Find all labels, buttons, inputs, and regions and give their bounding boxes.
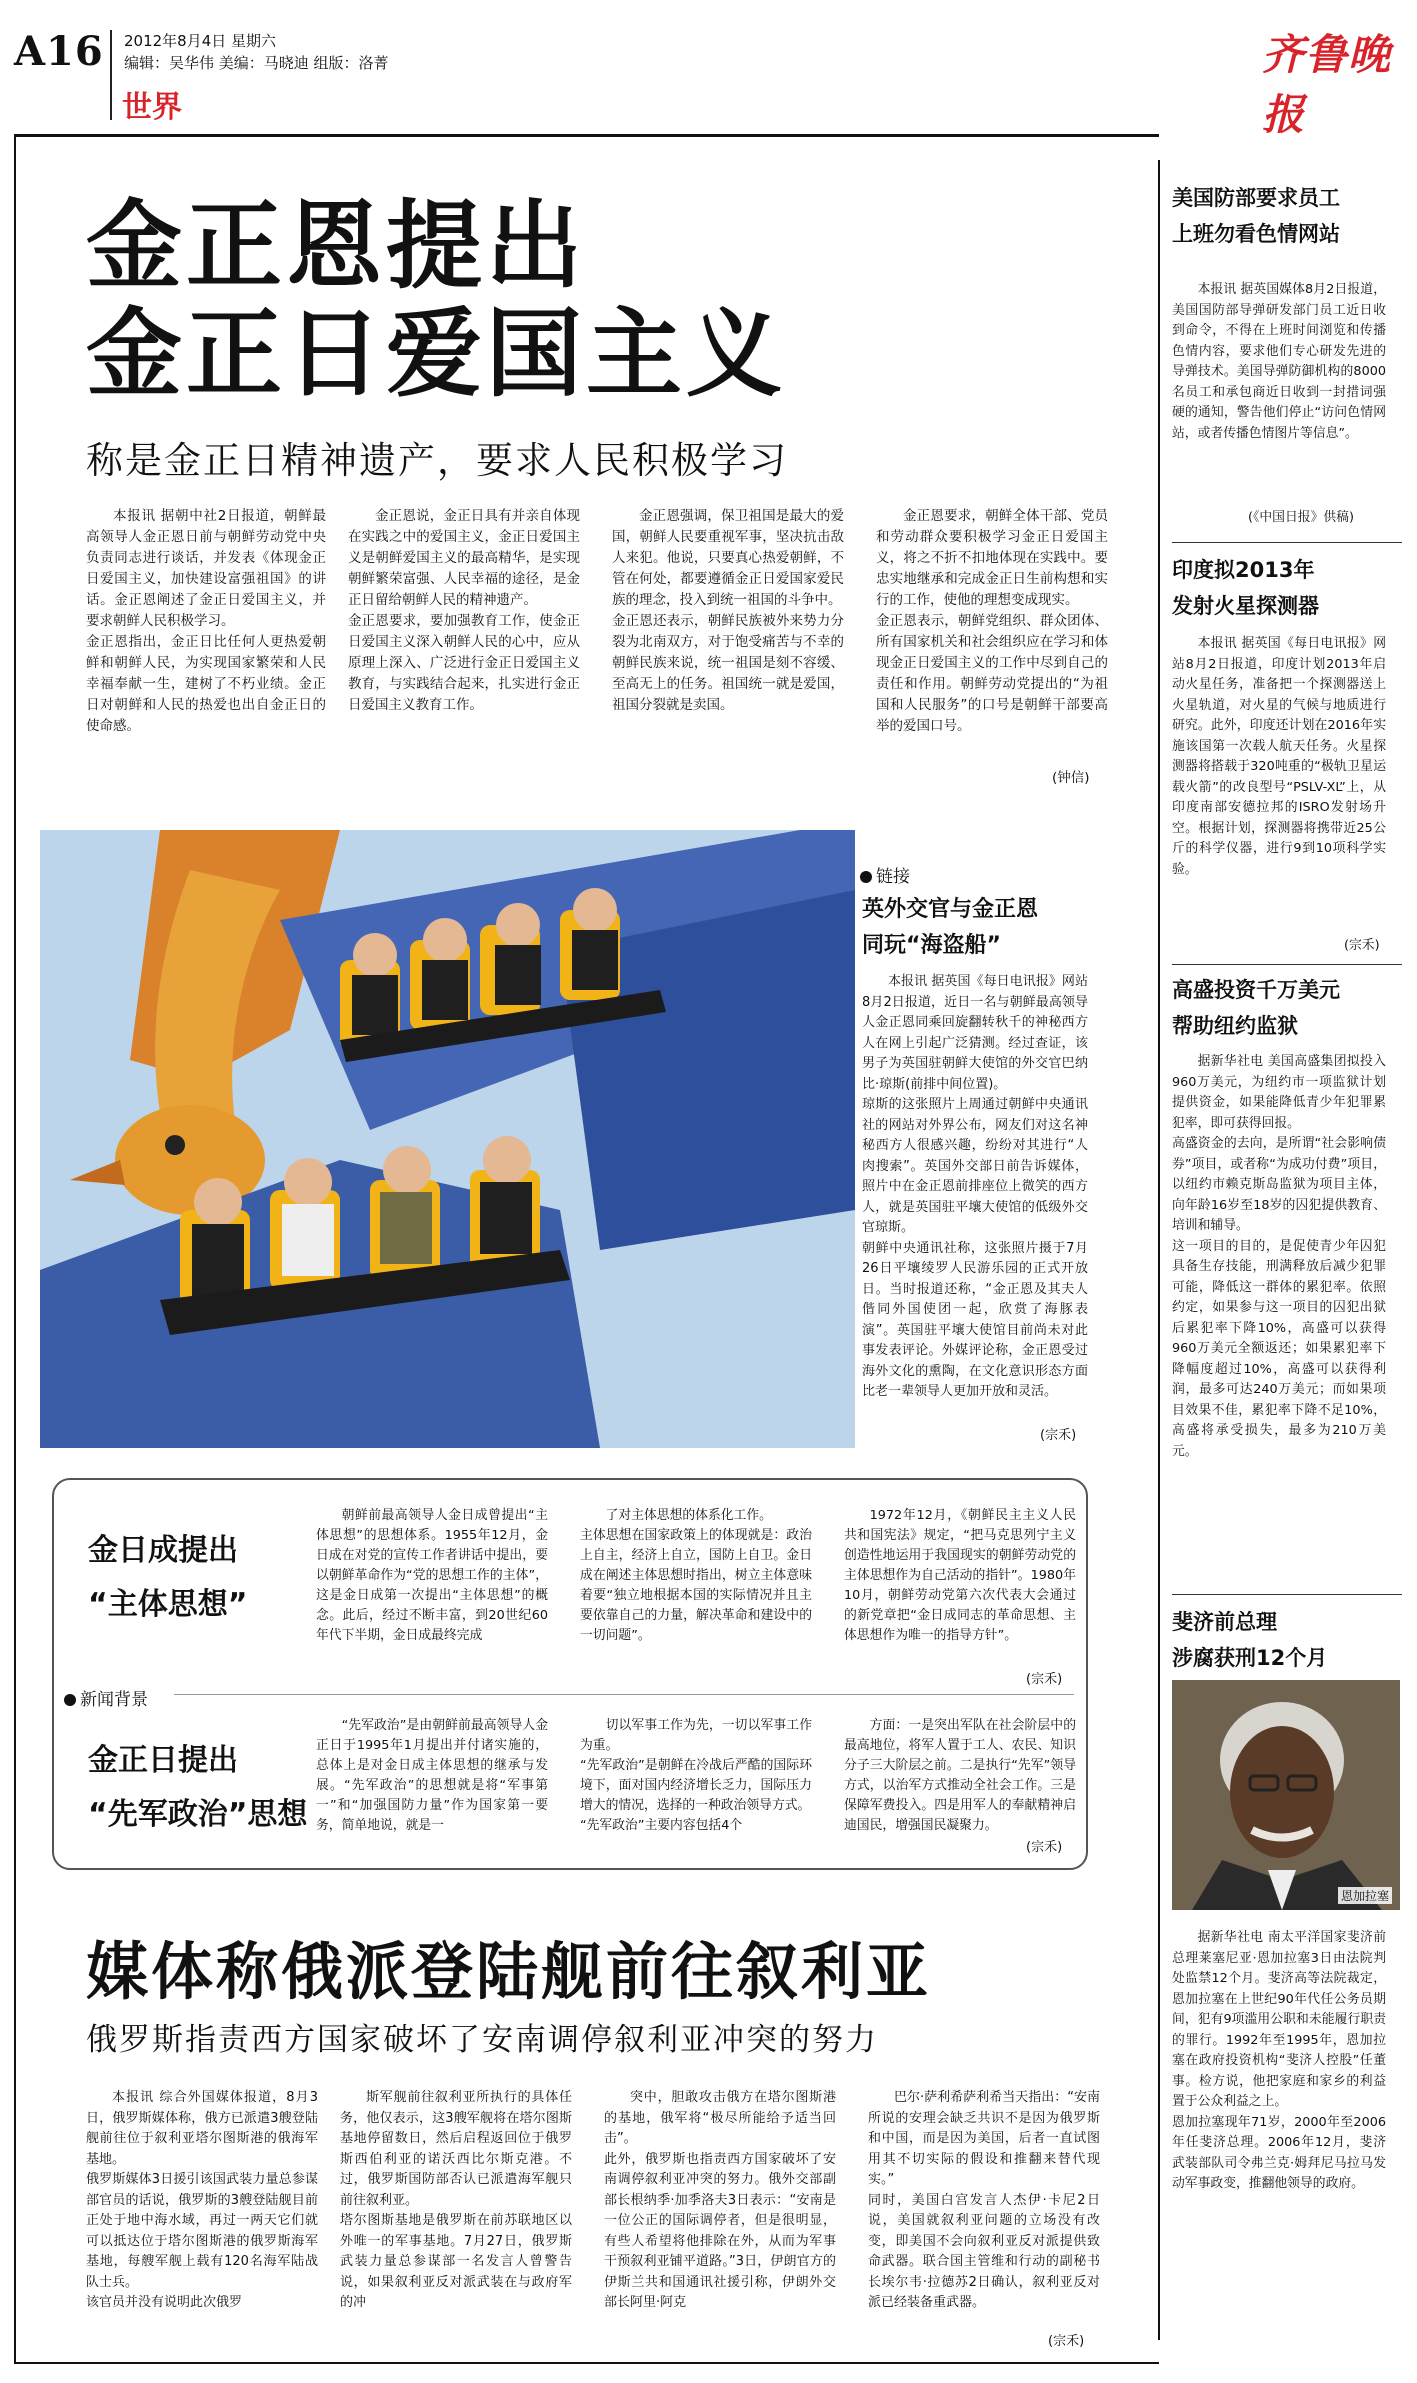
sidebar-item-3-title bbox=[1172, 972, 1340, 1044]
page-number: A16 bbox=[14, 28, 104, 75]
page-left-rule bbox=[14, 134, 16, 2364]
link-tag bbox=[860, 862, 910, 887]
sidebar-rule-2 bbox=[1172, 964, 1402, 965]
section-label: 世界 bbox=[122, 90, 182, 125]
box1-title-line2: “主体思想” bbox=[88, 1587, 248, 1622]
portrait-caption: 恩加拉塞 bbox=[1338, 1887, 1392, 1904]
box2-title-line2: “先军政治”思想 bbox=[88, 1797, 308, 1832]
lead-col-3: 金正恩强调，保卫祖国是最大的爱国，朝鲜人民要重视军事，坚决抗击敌人来犯。他说，只要真心热爱朝鲜，不管在何处，都要遵循金正日爱国家爱民族的理念，投入到统一祖国的斗争中。 金正恩还表示，朝鲜民族被外来势力分裂为北南双方，对于饱受痛苦与不幸的朝鲜民族来说，统一祖国是刻不容缓、至高无上的任务。祖国统一就是爱国，祖国分裂就是卖国。 bbox=[612, 508, 844, 713]
box1-col-1: 朝鲜前最高领导人金日成曾提出“主体思想”的思想体系。1955年12月，金日成在对党的宣传工作者讲话中提出，要以朝鲜革命作为“党的思想工作的主体”，这是金日成第一次提出“主体思想”的概念。此后，经过不断丰富，到20世纪60年代下半期，金日成最终完成 bbox=[316, 1508, 548, 1643]
box1-credit: (宗禾) bbox=[1026, 1672, 1063, 1687]
box1-title-line1: 金日成提出 bbox=[88, 1533, 238, 1568]
sidebar-item-1-title-line1: 美国防部要求员工 bbox=[1172, 186, 1340, 210]
box2-col-2: 切以军事工作为先，一切以军事工作为重。 “先军政治”是朝鲜在冷战后严酷的国际环境下，面对国内经济增长乏力，国际压力增大的情况，选择的一种政治领导方式。 “先军政治”主要内容包括4个 bbox=[580, 1718, 812, 1833]
sidebar-item-2-title-line2: 发射火星探测器 bbox=[1172, 594, 1319, 618]
ride-photo bbox=[40, 830, 855, 1448]
box1-col-3: 1972年12月，《朝鲜民主主义人民共和国宪法》规定，“把马克思列宁主义创造性地运用于我国现实的朝鲜劳动党的主体思想作为自己活动的指针”。1980年10月，朝鲜劳动党第六次代表大会通过的新党章把“金日成同志的革命思想、主体思想作为唯一的指导方针”。 bbox=[844, 1508, 1076, 1643]
sidebar-item-3-title-line1: 高盛投资千万美元 bbox=[1172, 978, 1340, 1002]
sidebar-item-2-title bbox=[1172, 552, 1319, 624]
date-line: 2012年8月4日 星期六 bbox=[124, 32, 277, 50]
link-body: 本报讯 据英国《每日电讯报》网站8月2日报道，近日一名与朝鲜最高领导人金正恩同乘回旋翻转秋千的神秘西方人在网上引起广泛猜测。经过查证，该男子为英国驻朝鲜大使馆的外交官巴纳比·琼斯(前排中间位置)。 琼斯的这张照片上周通过朝鲜中央通讯社的网站对外界公布，网友们对这名神秘西方人很感兴趣，纷纷对其进行“人肉搜索”。英国外交部日前告诉媒体，照片中在金正恩前排座位上微笑的西方人，就是英国驻平壤大使馆的低级外交官琼斯。 朝鲜中央通讯社称，这张照片摄于7月26日平壤绫罗人民游乐园的正式开放日。当时报道还称，“金正恩及其夫人偕同外国使团一起，欣赏了海豚表演”。英国驻平壤大使馆目前尚未对此事发表评论。外媒评论称，金正恩受过海外文化的熏陶，在文化意识形态方面比老一辈领导人更加开放和灵活。 bbox=[862, 974, 1088, 1399]
sidebar-item-1-body: 本报讯 据英国媒体8月2日报道，美国国防部导弹研发部门员工近日收到命令，不得在上班时间浏览和传播色情内容，要求他们专心研发先进的导弹技术。美国导弹防御机构的8000名员工和承包商近日收到一封措词强硬的通知，警告他们停止“访问色情网站，或者传播色情图片等信息”。 bbox=[1172, 282, 1386, 441]
paper-name-logo: 齐鲁晚报 bbox=[1262, 30, 1392, 139]
lead-subhead: 称是金正日精神遗产，要求人民积极学习 bbox=[86, 439, 788, 482]
sidebar bbox=[1168, 180, 1406, 2350]
link-title-line2: 同玩“海盗船” bbox=[862, 933, 1001, 958]
sidebar-rule-1 bbox=[1172, 542, 1402, 543]
masthead-divider bbox=[110, 30, 112, 120]
lead-headline-line2: 金正日爱国主义 bbox=[86, 298, 786, 410]
portrait-illustration bbox=[1172, 1680, 1400, 1910]
sidebar-item-4-title-line2: 涉腐获刑12个月 bbox=[1172, 1646, 1328, 1670]
sidebar-item-1-credit: (《中国日报》供稿) bbox=[1248, 510, 1354, 525]
page-bottom-rule bbox=[14, 2362, 1159, 2364]
link-story bbox=[860, 862, 1150, 1448]
second-col-2: 斯军舰前往叙利亚所执行的具体任务，他仅表示，这3艘军舰将在塔尔图斯基地停留数日，然后启程返回位于俄罗斯西伯利亚的诺沃西比尔斯克港。不过，俄罗斯国防部否认已派遣海军舰只前往叙利亚。 塔尔图斯基地是俄罗斯在前苏联地区以外唯一的军事基地。7月27日，俄罗斯武装力量总参谋部一名发言人曾警告说，如果叙利亚反对派武装在与政府军的冲 bbox=[340, 2090, 572, 2310]
box1-title bbox=[88, 1524, 247, 1632]
circle-bullet-icon bbox=[64, 1694, 76, 1706]
box2-title-line1: 金正日提出 bbox=[88, 1743, 238, 1778]
lead-headline-line1: 金正恩提出 bbox=[86, 190, 586, 302]
sidebar-item-2-title-line1: 印度拟2013年 bbox=[1172, 558, 1315, 582]
sidebar-item-4-body: 据新华社电 南太平洋国家斐济前总理莱塞尼亚·恩加拉塞3日由法院判处监禁12个月。斐济高等法院裁定，恩加拉塞在上世纪90年代任公务员期间，犯有9项滥用公职和未能履行职责的罪行。1992年至1995年，恩加拉塞在政府投资机构“斐济人控股”任董事。检方说，他把家庭和家乡的利益置于公众利益之上。 恩加拉塞现年71岁，2000年至2006年任斐济总理。2006年12月，斐济武装部队司令弗兰克·姆拜尼马拉马发动军事政变，推翻他领导的政府。 bbox=[1172, 1930, 1386, 2191]
ride-photo-illustration bbox=[40, 830, 855, 1448]
lead-col-1: 本报讯 据朝中社2日报道，朝鲜最高领导人金正恩日前与朝鲜劳动党中央负责同志进行谈话，并发表《体现金正日爱国主义，加快建设富强祖国》的讲话。金正恩阐述了金正日爱国主义，并要求朝鲜人民积极学习。 金正恩指出，金正日比任何人更热爱朝鲜和朝鲜人民，为实现国家繁荣和人民幸福奉献一生，建树了不朽业绩。金正日对朝鲜和人民的热爱也出自金正日的使命感。 bbox=[86, 508, 326, 734]
sidebar-rule-3 bbox=[1172, 1594, 1402, 1595]
second-col-4: 巴尔·萨利希萨利希当天指出：“安南所说的安理会缺乏共识不是因为俄罗斯和中国，而是因为美国，后者一直试图用其不切实际的假设和推翻来替代现实。” 同时，美国白宫发言人杰伊·卡尼2日说，美国就叙利亚问题的立场没有改变，即美国不会向叙利亚反对派提供致命武器。联合国主管维和行动的副秘书长埃尔韦·拉德苏2日确认，叙利亚反对派已经装备重武器。 bbox=[868, 2090, 1100, 2310]
lead-col-4: 金正恩要求，朝鲜全体干部、党员和劳动群众要积极学习金正日爱国主义，将之不折不扣地体现在实践中。要忠实地继承和完成金正日生前构想和实行的工作，使他的理想变成现实。 金正恩表示，朝鲜党组织、群众团体、所有国家机关和社会组织应在学习和体现金正日爱国主义的工作中尽到自己的责任和作用。朝鲜劳动党提出的“为祖国和人民服务”的口号是朝鲜干部要高举的爱国口号。 bbox=[876, 508, 1108, 734]
staff-line: 编辑：吴华伟 美编：马晓迪 组版：洛菁 bbox=[124, 54, 389, 72]
circle-bullet-icon bbox=[860, 871, 872, 883]
second-headline: 媒体称俄派登陆舰前往叙利亚 bbox=[86, 1935, 932, 2008]
portrait-photo bbox=[1172, 1680, 1400, 1910]
link-tag-label: 链接 bbox=[876, 867, 910, 887]
second-col-1: 本报讯 综合外国媒体报道，8月3日，俄罗斯媒体称，俄方已派遣3艘登陆舰前往位于叙利亚塔尔图斯港的俄海军基地。 俄罗斯媒体3日援引该国武装力量总参谋部官员的话说，俄罗斯的3艘登陆舰目前正处于地中海水域，再过一两天它们就可以抵达位于塔尔图斯港的俄罗斯海军基地，每艘军舰上载有120名海军陆战队士兵。 该官员并没有说明此次俄罗 bbox=[86, 2090, 318, 2310]
box1-col-2: 了对主体思想的体系化工作。 主体思想在国家政策上的体现就是：政治上自主，经济上自立，国防上自卫。金日成在阐述主体思想时指出，树立主体意味着要“独立地根据本国的实际情况并且主要依靠自己的力量，解决革命和建设中的一切问题”。 bbox=[580, 1508, 812, 1643]
box2-credit: (宗禾) bbox=[1026, 1840, 1063, 1855]
background-tag-label: 新闻背景 bbox=[80, 1690, 148, 1710]
link-credit: (宗禾) bbox=[1040, 1428, 1077, 1443]
box-inner-divider bbox=[174, 1694, 1074, 1695]
sidebar-item-4-title bbox=[1172, 1604, 1327, 1676]
sidebar-item-2-credit: (宗禾) bbox=[1344, 938, 1380, 953]
sidebar-divider bbox=[1158, 160, 1160, 2340]
background-box bbox=[52, 1478, 1088, 1870]
second-credit: (宗禾) bbox=[1048, 2334, 1085, 2349]
second-col-3: 突中，胆敢攻击俄方在塔尔图斯港的基地，俄军将“极尽所能给予适当回击”。 此外，俄罗斯也指责西方国家破坏了安南调停叙利亚冲突的努力。俄外交部副部长根纳季·加季洛夫3日表示：“安南是一位公正的国际调停者，但是很明显，有些人希望将他排除在外，从而为军事干预叙利亚铺平道路。”3日，伊朗官方的伊斯兰共和国通讯社援引称，伊朗外交部长阿里·阿克 bbox=[604, 2090, 836, 2310]
background-tag bbox=[64, 1685, 154, 1710]
page-top-rule bbox=[14, 134, 1159, 137]
box2-title bbox=[88, 1734, 307, 1842]
sidebar-item-1-title-line2: 上班勿看色情网站 bbox=[1172, 222, 1340, 246]
masthead bbox=[0, 0, 1417, 139]
link-title-line1: 英外交官与金正恩 bbox=[862, 897, 1039, 922]
sidebar-item-3-title-line2: 帮助纽约监狱 bbox=[1172, 1014, 1298, 1038]
sidebar-item-4-title-line1: 斐济前总理 bbox=[1172, 1610, 1277, 1634]
link-title bbox=[862, 892, 1038, 964]
box2-col-3: 方面：一是突出军队在社会阶层中的最高地位，将军人置于工人、农民、知识分子三大阶层之前。二是执行“先军”领导方式，以治军方式推动全社会工作。三是保障军费投入。四是用军人的奉献精神启迪国民，增强国民凝聚力。 bbox=[844, 1718, 1076, 1833]
lead-credit: (钟信) bbox=[1052, 770, 1090, 786]
sidebar-item-3-body: 据新华社电 美国高盛集团拟投入960万美元，为纽约市一项监狱计划提供资金，如果能降低青少年犯罪累犯率，即可获得回报。 高盛资金的去向，是所谓“社会影响债券”项目，或者称“为成功付费”项目，以纽约市赖克斯岛监狱为项目主体，向年龄16岁至18岁的囚犯提供教育、培训和辅导。 这一项目的目的，是促使青少年囚犯具备生存技能，刑满释放后减少犯罪可能，降低这一群体的累犯率。依照约定，如果参与这一项目的囚犯出狱后累犯率下降10%，高盛可以获得960万美元全额返还；如果累犯率下降幅度超过10%，高盛可以获得利润，最多可达240万美元；而如果项目效果不佳，累犯率下降不足10%，高盛将承受损失，最多为210万美元。 bbox=[1172, 1054, 1386, 1459]
lead-col-2: 金正恩说，金正日具有并亲自体现在实践之中的爱国主义，金正日爱国主义是朝鲜爱国主义的最高精华，是实现朝鲜繁荣富强、人民幸福的途径，是金正日留给朝鲜人民的精神遗产。 金正恩要求，要加强教育工作，使金正日爱国主义深入朝鲜人民的心中，应从原理上深入、广泛进行金正日爱国主义教育，与实践结合起来，扎实进行金正日爱国主义教育工作。 bbox=[348, 508, 580, 713]
sidebar-item-1-title bbox=[1172, 180, 1340, 252]
sidebar-item-2-body: 本报讯 据英国《每日电讯报》网站8月2日报道，印度计划2013年启动火星任务，准备把一个探测器送上火星轨道，对火星的气候与地质进行研究。此外，印度还计划在2016年实施该国第一次载人航天任务。火星探测器将搭载于320吨重的“极轨卫星运载火箭”的改良型号“PSLV-XL”上，从印度南部安德拉邦的ISRO发射场升空。根据计划，探测器将携带近25公斤的科学仪器，进行9到10项科学实验。 bbox=[1172, 636, 1386, 877]
second-subhead: 俄罗斯指责西方国家破坏了安南调停叙利亚冲突的努力 bbox=[86, 2022, 878, 2058]
lead-headline bbox=[86, 192, 786, 408]
box2-col-1: “先军政治”是由朝鲜前最高领导人金正日于1995年1月提出并付诸实施的，总体上是对金日成主体思想的继承与发展。“先军政治”的思想就是将“军事第一”和“加强国防力量”作为国家第一要务，简单地说，就是一 bbox=[316, 1718, 548, 1833]
